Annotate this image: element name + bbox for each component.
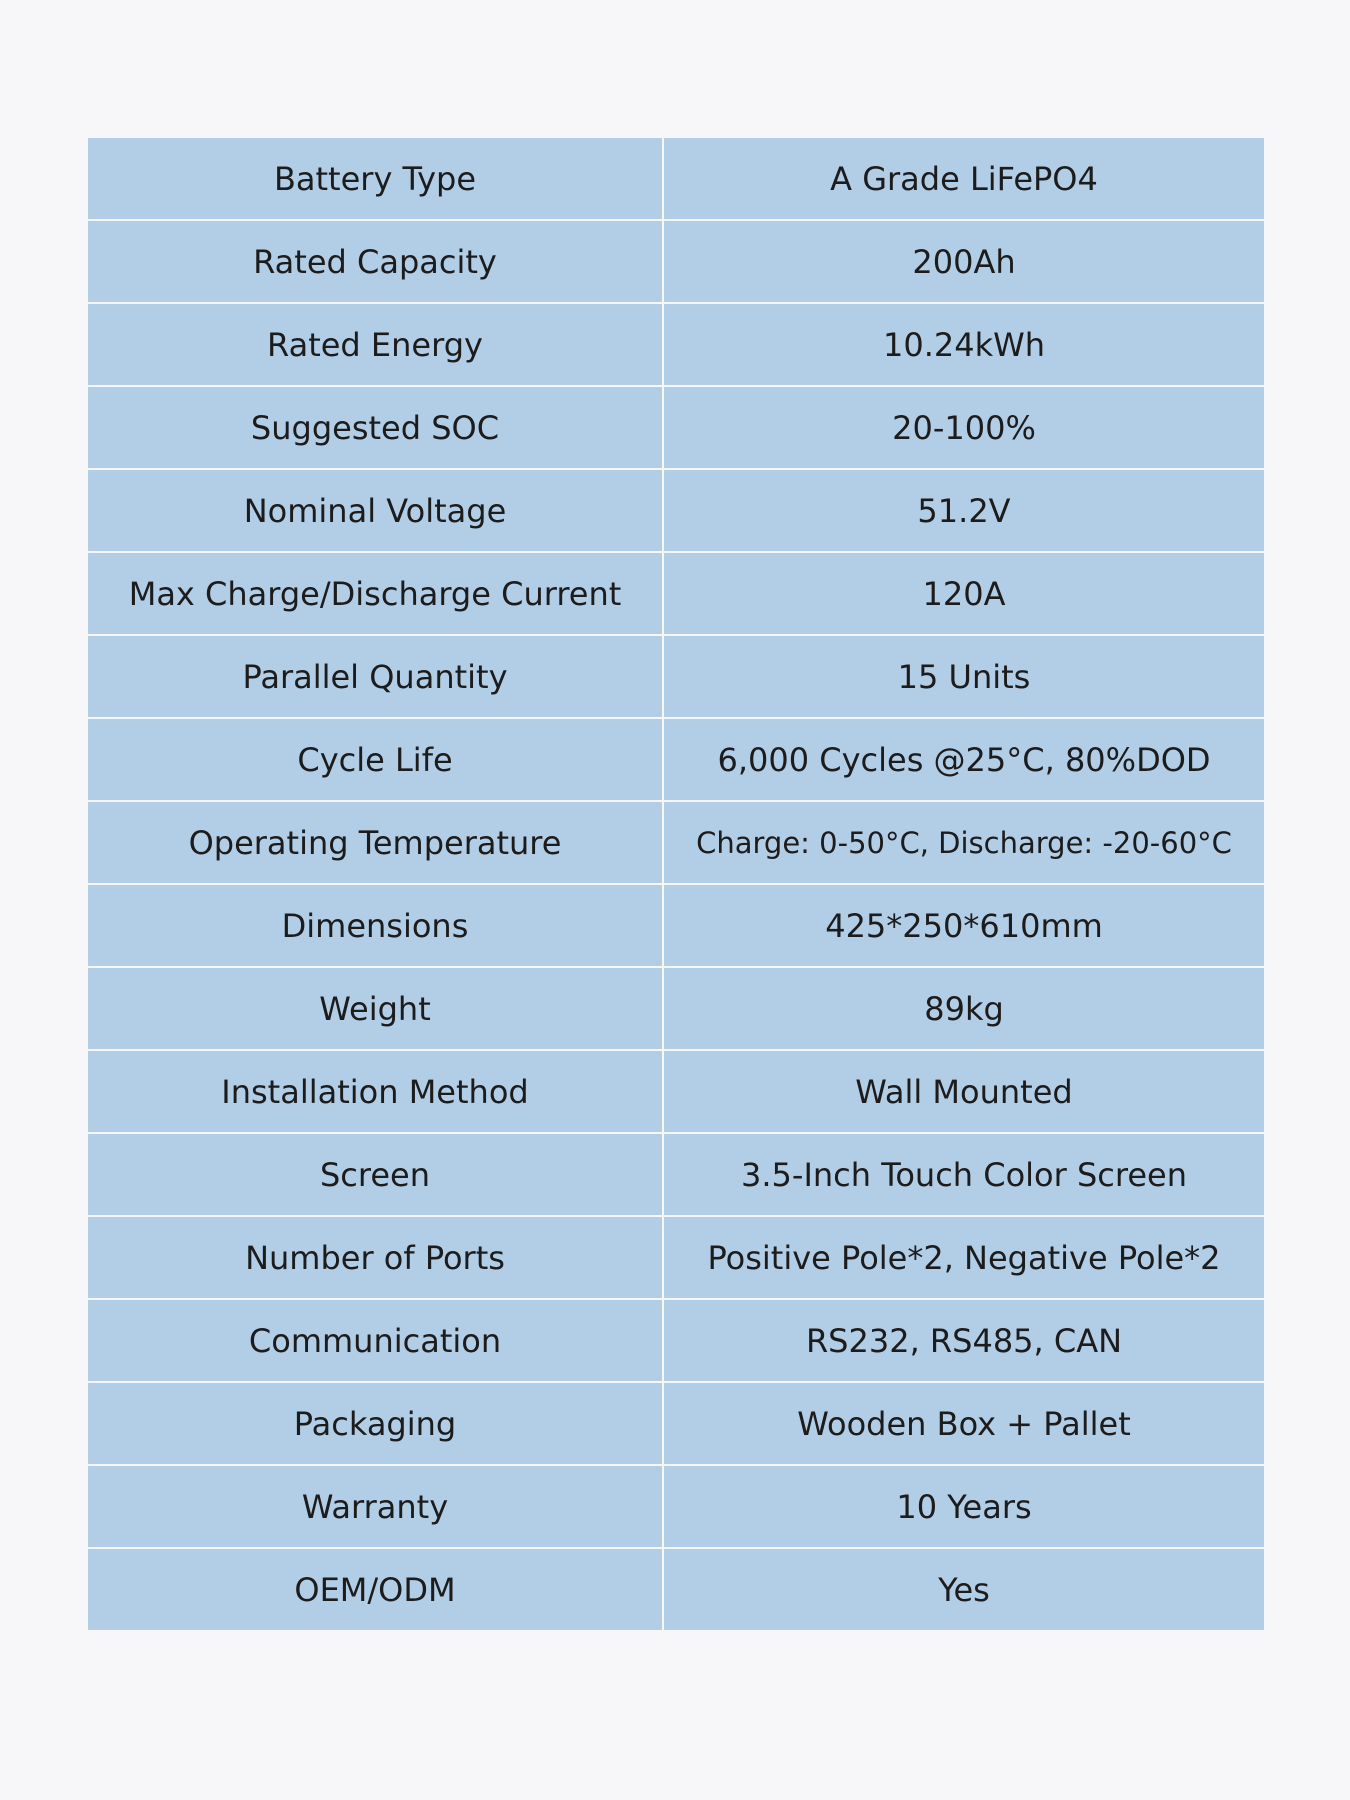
spec-table — [86, 136, 1266, 1632]
table-row — [87, 1382, 1265, 1465]
spec-label: Battery Type — [87, 137, 663, 220]
table-row — [87, 469, 1265, 552]
spec-value: 3.5-Inch Touch Color Screen — [663, 1133, 1265, 1216]
spec-label: Screen — [87, 1133, 663, 1216]
spec-value: 10.24kWh — [663, 303, 1265, 386]
spec-label: Cycle Life — [87, 718, 663, 801]
table-row — [87, 635, 1265, 718]
spec-value: Charge: 0-50°C, Discharge: -20-60°C — [663, 801, 1265, 884]
table-row — [87, 1133, 1265, 1216]
spec-label: Warranty — [87, 1465, 663, 1548]
table-row — [87, 801, 1265, 884]
spec-label: OEM/ODM — [87, 1548, 663, 1631]
table-row — [87, 1299, 1265, 1382]
spec-label: Number of Ports — [87, 1216, 663, 1299]
spec-value: A Grade LiFePO4 — [663, 137, 1265, 220]
table-row — [87, 1050, 1265, 1133]
spec-value: Wooden Box + Pallet — [663, 1382, 1265, 1465]
spec-label: Parallel Quantity — [87, 635, 663, 718]
spec-value: 6,000 Cycles @25°C, 80%DOD — [663, 718, 1265, 801]
spec-value: 200Ah — [663, 220, 1265, 303]
table-row — [87, 1216, 1265, 1299]
table-row — [87, 303, 1265, 386]
spec-value: Wall Mounted — [663, 1050, 1265, 1133]
spec-value: Positive Pole*2, Negative Pole*2 — [663, 1216, 1265, 1299]
spec-value: 120A — [663, 552, 1265, 635]
table-row — [87, 718, 1265, 801]
spec-label: Nominal Voltage — [87, 469, 663, 552]
spec-label: Installation Method — [87, 1050, 663, 1133]
spec-label: Rated Capacity — [87, 220, 663, 303]
spec-label: Weight — [87, 967, 663, 1050]
spec-value: 51.2V — [663, 469, 1265, 552]
table-row — [87, 386, 1265, 469]
spec-value: 89kg — [663, 967, 1265, 1050]
table-row — [87, 884, 1265, 967]
table-row — [87, 967, 1265, 1050]
table-row — [87, 220, 1265, 303]
spec-label: Operating Temperature — [87, 801, 663, 884]
spec-label: Max Charge/Discharge Current — [87, 552, 663, 635]
spec-value: 425*250*610mm — [663, 884, 1265, 967]
spec-label: Rated Energy — [87, 303, 663, 386]
spec-value: 20-100% — [663, 386, 1265, 469]
spec-value: RS232, RS485, CAN — [663, 1299, 1265, 1382]
spec-value: 10 Years — [663, 1465, 1265, 1548]
spec-value: 15 Units — [663, 635, 1265, 718]
table-row — [87, 137, 1265, 220]
table-row — [87, 1548, 1265, 1631]
spec-label: Dimensions — [87, 884, 663, 967]
spec-label: Packaging — [87, 1382, 663, 1465]
spec-value: Yes — [663, 1548, 1265, 1631]
table-row — [87, 1465, 1265, 1548]
table-row — [87, 552, 1265, 635]
spec-label: Communication — [87, 1299, 663, 1382]
spec-label: Suggested SOC — [87, 386, 663, 469]
